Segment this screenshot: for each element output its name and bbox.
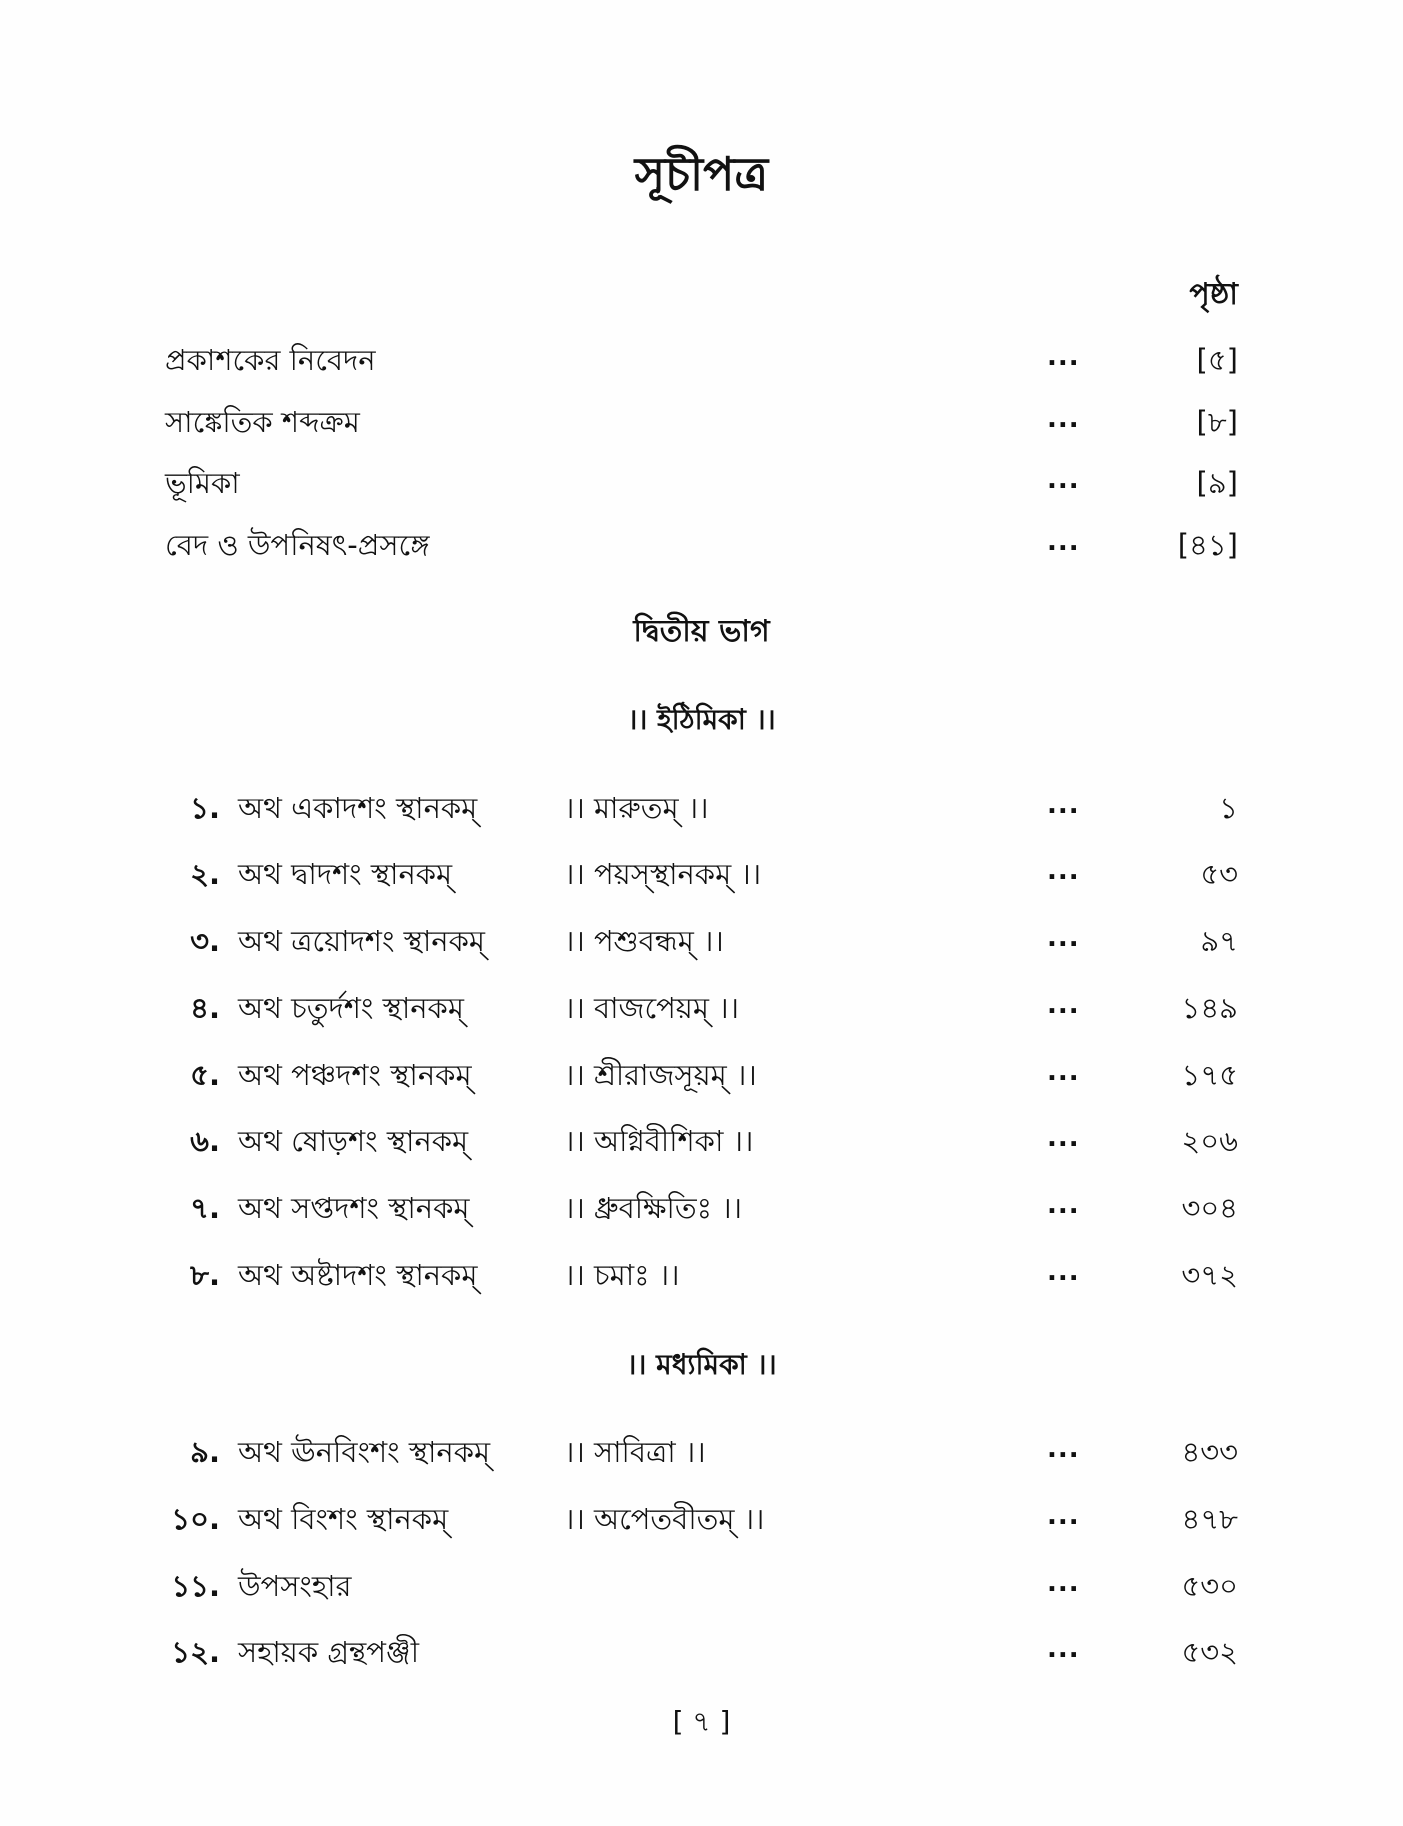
chapter-entry: [0, 1053, 1403, 1097]
chapter-subtitle: ।। মারুতম্ ।।: [564, 791, 709, 825]
chapter-name: সহায়ক গ্রন্থপঞ্জী: [238, 1635, 419, 1669]
chapter-entry: [0, 1497, 1403, 1541]
chapter-subtitle: ।। শ্রীরাজসূয়ম্ ।।: [564, 1058, 757, 1092]
chapter-name: অথ সপ্তদশং স্থানকম্: [238, 1191, 470, 1225]
toc-entry: [0, 400, 1403, 444]
chapter-page: ১৪৯: [1181, 991, 1238, 1025]
chapter-entry: [0, 919, 1403, 963]
leader-dots: ...: [1047, 1257, 1080, 1287]
entry-page: [৪১]: [1177, 528, 1238, 562]
leader-dots: ...: [1047, 1057, 1080, 1087]
entry-label: প্রকাশকের নিবেদন: [165, 343, 376, 377]
entry-page: [৫]: [1196, 343, 1238, 377]
leader-dots: ...: [1047, 404, 1080, 434]
chapter-name: অথ ষোড়শং স্থানকম্: [238, 1124, 469, 1158]
leader-dots: ...: [1047, 1634, 1080, 1664]
chapter-entry: [0, 1630, 1403, 1674]
chapter-page: ১: [1219, 791, 1238, 825]
toc-entry: [0, 461, 1403, 505]
chapter-name: অথ ত্রয়োদশং স্থানকম্: [238, 924, 485, 958]
leader-dots: ...: [1047, 856, 1080, 886]
section-title: ।। ইঠিমিকা ।।: [627, 703, 776, 736]
chapter-name: অথ চতুর্দশং স্থানকম্: [238, 991, 464, 1025]
chapter-entry: [0, 1253, 1403, 1297]
leader-dots: ...: [1047, 790, 1080, 820]
chapter-number: ১২.: [171, 1635, 220, 1669]
page-column-heading: পৃষ্ঠা: [1189, 277, 1238, 312]
chapter-name: অথ দ্বাদশং স্থানকম্: [238, 857, 453, 891]
entry-label: বেদ ও উপনিষৎ-প্রসঙ্গে: [165, 528, 430, 562]
chapter-subtitle: ।। পয়স্স্থানকম্ ।।: [564, 857, 762, 891]
chapter-page: ৫৩: [1200, 857, 1238, 891]
chapter-name: অথ বিংশং স্থানকম্: [238, 1502, 449, 1536]
leader-dots: ...: [1047, 990, 1080, 1020]
chapter-subtitle: ।। অগ্নিবীশিকা ।।: [564, 1124, 754, 1158]
chapter-name: অথ অষ্টাদশং স্থানকম্: [238, 1258, 478, 1292]
chapter-name: অথ পঞ্চদশং স্থানকম্: [238, 1058, 472, 1092]
leader-dots: ...: [1047, 342, 1080, 372]
chapter-number: ১.: [190, 791, 220, 825]
chapter-entry: [0, 786, 1403, 830]
chapter-page: ৫৩২: [1181, 1635, 1238, 1669]
page-title: সূচীপত্র: [634, 147, 769, 201]
chapter-entry: [0, 1186, 1403, 1230]
leader-dots: ...: [1047, 527, 1080, 557]
page-number: [ ৭ ]: [672, 1705, 731, 1738]
leader-dots: ...: [1047, 1190, 1080, 1220]
chapter-entry: [0, 986, 1403, 1030]
part-title: দ্বিতীয় ভাগ: [633, 614, 770, 649]
chapter-number: ১০.: [171, 1502, 220, 1536]
chapter-name: অথ একাদশং স্থানকম্: [238, 791, 478, 825]
chapter-name: উপসংহার: [238, 1569, 352, 1603]
chapter-entry: [0, 1119, 1403, 1163]
chapter-number: ২.: [190, 857, 220, 891]
chapter-page: ১৭৫: [1181, 1058, 1238, 1092]
leader-dots: ...: [1047, 1434, 1080, 1464]
chapter-page: ৩০৪: [1181, 1191, 1238, 1225]
chapter-number: ৯.: [190, 1435, 220, 1469]
chapter-number: ৫.: [190, 1058, 220, 1092]
chapter-subtitle: ।। চমাঃ ।।: [564, 1258, 680, 1292]
leader-dots: ...: [1047, 1501, 1080, 1531]
entry-page: [৯]: [1196, 466, 1238, 500]
chapter-entry: [0, 852, 1403, 896]
chapter-entry: [0, 1430, 1403, 1474]
chapter-subtitle: ।। অপেতবীতম্ ।।: [564, 1502, 765, 1536]
leader-dots: ...: [1047, 1123, 1080, 1153]
chapter-number: ৭.: [190, 1191, 220, 1225]
chapter-subtitle: ।। পশুবন্ধম্ ।।: [564, 924, 724, 958]
chapter-page: ৪৭৮: [1181, 1502, 1238, 1536]
leader-dots: ...: [1047, 923, 1080, 953]
entry-page: [৮]: [1196, 405, 1238, 439]
chapter-name: অথ ঊনবিংশং স্থানকম্: [238, 1435, 491, 1469]
chapter-page: ৫৩০: [1181, 1569, 1238, 1603]
chapter-number: ৬.: [190, 1124, 220, 1158]
chapter-subtitle: ।। সাবিত্রা ।।: [564, 1435, 706, 1469]
chapter-subtitle: ।। ধ্রুবক্ষিতিঃ ।।: [564, 1191, 742, 1225]
chapter-page: ৩৭২: [1181, 1258, 1238, 1292]
chapter-page: ২০৬: [1181, 1124, 1238, 1158]
section-title: ।। মধ্যমিকা ।।: [626, 1348, 777, 1381]
toc-entry: [0, 523, 1403, 567]
chapter-number: ৪.: [190, 991, 220, 1025]
leader-dots: ...: [1047, 465, 1080, 495]
leader-dots: ...: [1047, 1568, 1080, 1598]
entry-label: ভূমিকা: [165, 466, 240, 500]
chapter-number: ৩.: [190, 924, 220, 958]
chapter-page: ৪৩৩: [1181, 1435, 1238, 1469]
chapter-number: ৮.: [190, 1258, 220, 1292]
chapter-subtitle: ।। বাজপেয়ম্ ।।: [564, 991, 739, 1025]
chapter-entry: [0, 1564, 1403, 1608]
chapter-number: ১১.: [171, 1569, 220, 1603]
entry-label: সাঙ্কেতিক শব্দক্রম: [165, 405, 360, 439]
toc-entry: [0, 338, 1403, 382]
chapter-page: ৯৭: [1200, 924, 1238, 958]
